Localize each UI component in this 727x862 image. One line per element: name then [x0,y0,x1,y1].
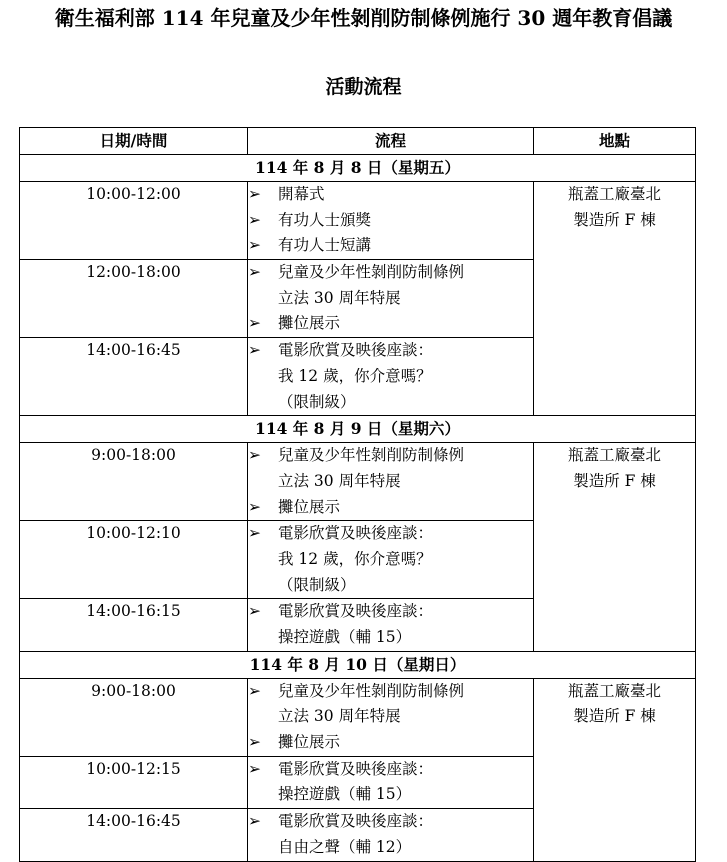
date-row [20,416,696,443]
time-cell: 12:00-18:00 [20,260,248,338]
flow-line [248,495,533,521]
flow-item-text: 操控遊戲（輔 15） [278,628,412,646]
document-subtitle: 活動流程 [325,76,402,98]
schedule-table [19,127,696,862]
flow-line [248,704,533,730]
flow-item-text: 電影欣賞及映後座談： [278,759,434,778]
location-lines [555,182,675,233]
header-location: 地點 [534,128,696,155]
flow-item-text: 立法 30 周年特展 [278,471,401,490]
flow-item-text: 電影欣賞及映後座談： [278,602,434,621]
flow-line [248,573,533,599]
arrow-bullet-icon: ➢ [248,263,261,282]
time-cell: 14:00-16:15 [20,599,248,651]
flow-line [248,364,533,390]
flow-item-text: 兒童及少年性剝削防制條例 [278,446,465,465]
flow-line [248,338,533,364]
flow-line [248,625,533,651]
date-row [20,155,696,182]
flow-line [248,182,533,208]
document-title: 衛生福利部 114 年兒童及少年性剝削防制條例施行 30 週年教育倡議 [54,6,673,30]
flow-item-text: （限制級） [278,575,356,594]
flow-item-text: 有功人士短講 [278,236,372,255]
flow-line [248,730,533,756]
header-row [20,128,696,155]
time-cell: 14:00-16:45 [20,338,248,416]
arrow-bullet-icon: ➢ [248,446,261,465]
arrow-bullet-icon: ➢ [248,314,261,333]
flow-line [248,679,533,705]
flow-cell [248,599,534,651]
location-line: 瓶蓋工廠臺北 [567,446,661,465]
time-cell: 10:00-12:15 [20,756,248,808]
arrow-bullet-icon: ➢ [248,812,261,831]
flow-line [248,521,533,547]
flow-line [248,782,533,808]
schedule-body [20,155,696,862]
location-line: 瓶蓋工廠臺北 [567,185,661,203]
arrow-bullet-icon: ➢ [248,497,261,516]
arrow-bullet-icon: ➢ [248,341,261,360]
flow-item-text: 攤位展示 [278,314,341,333]
flow-line [248,208,533,234]
location-cell [534,182,696,416]
flow-cell [248,809,534,861]
location-line: 瓶蓋工廠臺北 [567,681,661,700]
flow-cell [248,678,534,756]
time-cell: 10:00-12:10 [20,521,248,599]
flow-line [248,809,533,835]
flow-line [248,835,533,861]
flow-cell [248,260,534,338]
time-cell: 9:00-18:00 [20,443,248,521]
flow-line [248,547,533,573]
flow-item-text: 立法 30 周年特展 [278,707,401,726]
flow-line [248,260,533,286]
flow-cell [248,521,534,599]
flow-cell [248,443,534,521]
schedule-row [20,182,696,260]
flow-item-text: 兒童及少年性剝削防制條例 [278,681,465,700]
flow-item-text: 攤位展示 [278,733,341,752]
arrow-bullet-icon: ➢ [248,210,261,229]
flow-line [248,469,533,495]
arrow-bullet-icon: ➢ [248,524,261,543]
flow-item-text: 我 12 歲，你介意嗎？ [278,549,432,568]
arrow-bullet-icon: ➢ [248,759,261,778]
location-cell [534,678,696,861]
flow-item-text: 電影欣賞及映後座談： [278,341,434,360]
flow-item-text: （限制級） [278,392,356,411]
location-line: 製造所 F 棟 [573,210,656,229]
flow-line [248,390,533,416]
flow-line [248,233,533,259]
flow-item-text: 兒童及少年性剝削防制條例 [278,263,465,282]
flow-item-text: 我 12 歲，你介意嗎？ [278,366,432,385]
flow-cell [248,182,534,260]
location-line: 製造所 F 棟 [573,707,656,726]
location-line: 製造所 F 棟 [573,471,656,490]
flow-line [248,757,533,783]
flow-cell [248,338,534,416]
location-lines [555,443,675,494]
arrow-bullet-icon: ➢ [248,681,261,700]
time-cell: 10:00-12:00 [20,182,248,260]
schedule-row [20,443,696,521]
flow-item-text: 操控遊戲（輔 15） [278,785,412,804]
flow-item-text: 電影欣賞及映後座談： [278,524,434,543]
header-datetime: 日期/時間 [20,128,248,155]
header-flow: 流程 [248,128,534,155]
schedule-row [20,678,696,756]
time-cell: 14:00-16:45 [20,809,248,861]
date-heading: 114 年 8 月 8 日（星期五） [20,155,696,182]
flow-cell [248,756,534,808]
arrow-bullet-icon: ➢ [248,733,261,752]
location-cell [534,443,696,652]
flow-line [248,286,533,312]
time-cell: 9:00-18:00 [20,678,248,756]
date-row [20,651,696,678]
flow-item-text: 攤位展示 [278,497,341,516]
flow-item-text: 立法 30 周年特展 [278,288,401,307]
flow-item-text: 自由之聲（輔 12） [278,837,412,856]
arrow-bullet-icon: ➢ [248,236,261,255]
date-heading: 114 年 8 月 9 日（星期六） [20,416,696,443]
flow-line [248,599,533,625]
arrow-bullet-icon: ➢ [248,185,261,203]
flow-item-text: 電影欣賞及映後座談： [278,812,434,831]
arrow-bullet-icon: ➢ [248,602,261,621]
date-heading: 114 年 8 月 10 日（星期日） [20,651,696,678]
location-lines [555,679,675,730]
flow-item-text: 有功人士頒獎 [278,210,372,229]
flow-item-text: 開幕式 [278,185,325,203]
flow-line [248,443,533,469]
flow-line [248,311,533,337]
